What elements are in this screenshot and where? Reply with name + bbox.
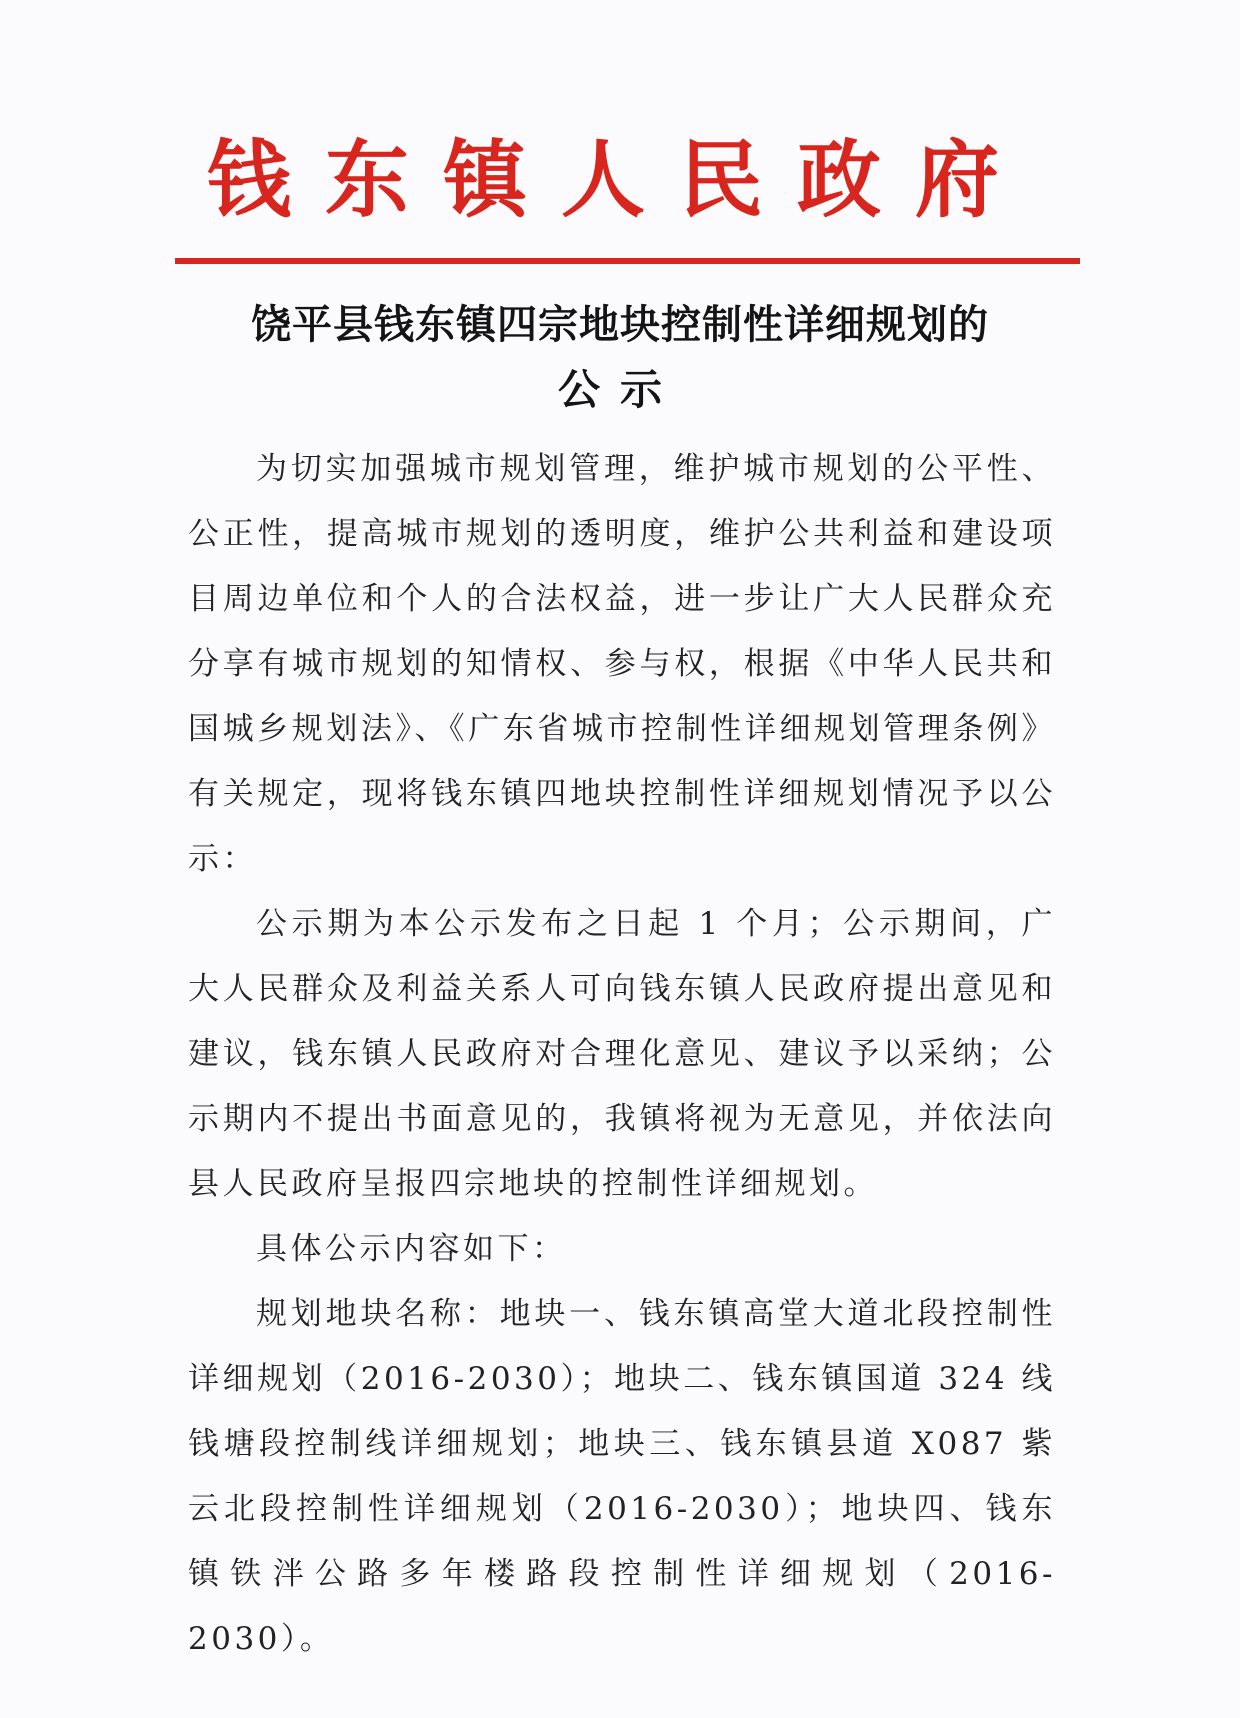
letterhead: 钱东镇人民政府: [206, 130, 1033, 229]
document-title: 饶平县钱东镇四宗地块控制性详细规划的: [251, 302, 989, 348]
document-title-subline: 公示: [557, 365, 682, 414]
body-paragraph: 具体公示内容如下：: [256, 1231, 567, 1267]
red-divider-line: [175, 258, 1080, 264]
body-paragraph: 公示期为本公示发布之日起 1 个月；公示期间，广大人民群众及利益关系人可向钱东镇人民政府提出意见和建议，钱东镇人民政府对合理化意见、建议予以采纳；公示期内不提出书面意见的，我镇将视为无意见，并依法向县人民政府呈报四宗地块的控制性详细规划。: [188, 906, 1056, 1202]
body-paragraph: 规划地块名称：地块一、钱东镇高堂大道北段控制性详细规划（2016-2030）；地块二、钱东镇国道 324 线钱塘段控制线详细规划；地块三、钱东镇县道 X087 紫云北段控制性详细规划（2016-2030）；地块四、钱东镇铁泮公路多年楼路段控制性详细规划（2016-2030）。: [188, 1296, 1056, 1657]
document-body: [188, 437, 1056, 1672]
body-paragraph: 为切实加强城市规划管理，维护城市规划的公平性、公正性，提高城市规划的透明度，维护公共利益和建设项目周边单位和个人的合法权益，进一步让广大人民群众充分享有城市规划的知情权、参与权，根据《中华人民共和国城乡规划法》、《广东省城市控制性详细规划管理条例》有关规定，现将钱东镇四地块控制性详细规划情况予以公示：: [188, 451, 1056, 877]
